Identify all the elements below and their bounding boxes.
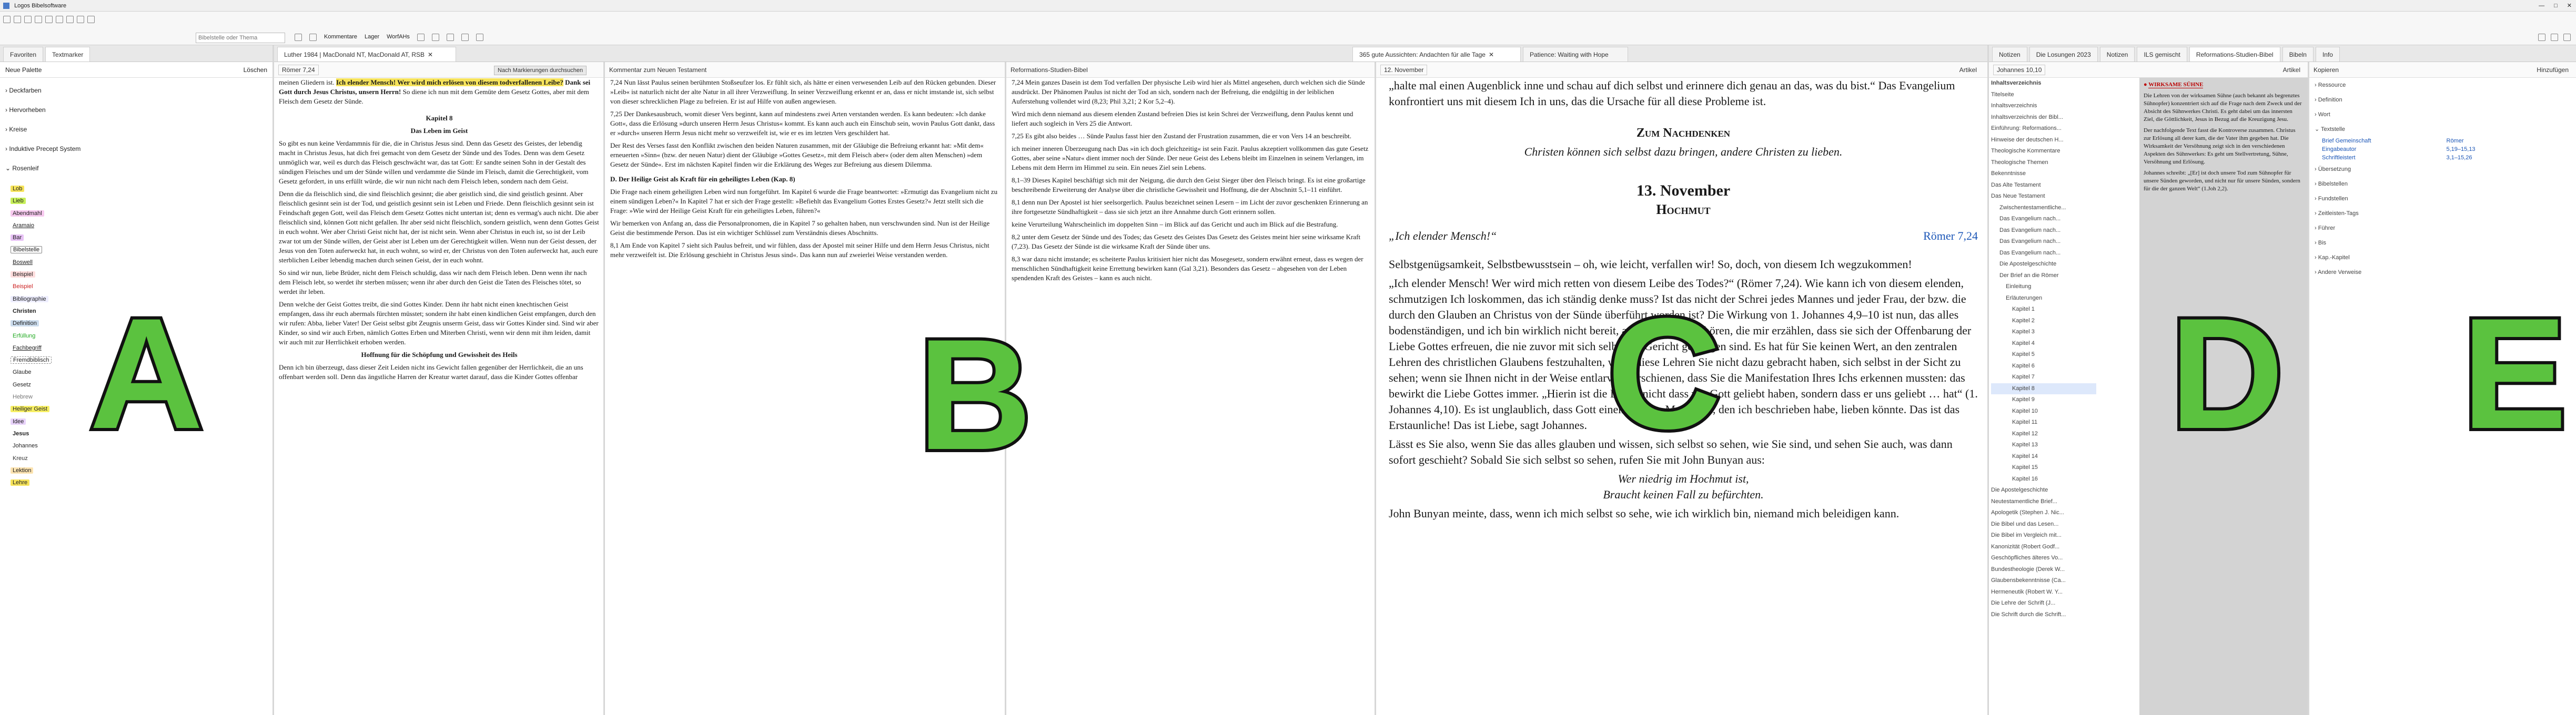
toc-item[interactable]: Kapitel 14: [2012, 453, 2038, 459]
notification-icon[interactable]: [2538, 34, 2545, 41]
toc-item[interactable]: Kapitel 11: [2012, 419, 2038, 425]
swatch-item[interactable]: Boswell: [13, 259, 33, 265]
article-dropdown-right[interactable]: Artikel: [2282, 66, 2300, 74]
toc-item[interactable]: Der Brief an die Römer: [1999, 272, 2059, 279]
reference-box[interactable]: Römer 7,24: [278, 65, 319, 75]
section-kreise[interactable]: › Kreise: [5, 126, 27, 133]
label-d: D: [2170, 285, 2284, 462]
section-hervorheben[interactable]: › Hervorheben: [5, 106, 46, 114]
toc-item[interactable]: Bekenntnisse: [1991, 170, 2026, 177]
toc-item[interactable]: Die Apostelgeschichte: [1999, 261, 2057, 267]
toc-item[interactable]: Kapitel 10: [2012, 407, 2038, 414]
middle-tab-row: [274, 45, 1987, 62]
account-icon[interactable]: [2551, 34, 2558, 41]
swatch-item[interactable]: Glaube: [13, 369, 32, 376]
section-deckfarben[interactable]: › Deckfarben: [5, 87, 42, 94]
tab-ils[interactable]: ILS gemischt: [2137, 47, 2187, 62]
toc-item[interactable]: Kapitel 1: [2012, 306, 2035, 312]
toc-item[interactable]: Kapitel 3: [2012, 329, 2035, 335]
main-toolbar: [0, 12, 2576, 45]
share-icon[interactable]: [447, 34, 454, 41]
swatch-item[interactable]: Hebrew: [13, 394, 33, 401]
splitter[interactable]: [1987, 45, 1989, 715]
toc-item[interactable]: Die Apostelgeschichte: [1991, 487, 2048, 493]
toc-item[interactable]: Erläuterungen: [2006, 294, 2043, 301]
search-input[interactable]: [196, 33, 285, 43]
tag-icon[interactable]: [417, 34, 425, 41]
guides-icon[interactable]: [24, 16, 32, 23]
swatch-item[interactable]: Kreuz: [13, 455, 28, 462]
info-section[interactable]: › Kap.-Kapitel: [2315, 254, 2350, 261]
more-icon[interactable]: [476, 34, 483, 41]
toc-item[interactable]: Das Neue Testament: [1991, 193, 2045, 199]
toc-item[interactable]: Kapitel 2: [2012, 317, 2035, 324]
swatch-item[interactable]: Idee: [11, 416, 79, 428]
swatch-list: [11, 183, 79, 489]
filter-icon[interactable]: [461, 34, 469, 41]
toc-item[interactable]: Kapitel 5: [2012, 351, 2035, 358]
toc-item[interactable]: Kapitel 8: [1991, 383, 2096, 395]
tab-luther[interactable]: Luther 1984 | MacDonald NT, MacDonald AT, RSB ✕: [277, 47, 456, 62]
swatch-item[interactable]: Bar: [11, 232, 79, 244]
swatch-item[interactable]: Lieb: [11, 195, 79, 207]
toc-item[interactable]: Das Evangelium nach...: [1999, 249, 2061, 256]
toc-item[interactable]: Die Bibel und das Lesen...: [1991, 520, 2059, 527]
right-tab-row: [1989, 45, 2576, 62]
search-icon[interactable]: [295, 34, 302, 41]
toc-item[interactable]: Apologetik (Stephen J. Nic...: [1991, 509, 2064, 516]
article-heading: ● WIRKSAME SÜHNE: [2144, 81, 2204, 88]
help-icon[interactable]: [56, 16, 63, 23]
info-section[interactable]: › Bis: [2315, 240, 2327, 246]
toc-item[interactable]: Das Evangelium nach...: [1999, 227, 2061, 233]
swatch-item[interactable]: Johannes: [13, 443, 38, 450]
toc-item[interactable]: Glaubensbekenntnisse (Ca...: [1991, 577, 2066, 584]
studybible-panel-bar: [1006, 62, 1375, 78]
menu-lager[interactable]: Lager: [364, 34, 380, 40]
commentary-panel-bar: [605, 62, 1005, 78]
info-panel-bar: [2309, 62, 2576, 78]
commentary-title[interactable]: Kommentar zum Neuen Testament: [609, 66, 707, 74]
close-icon[interactable]: ✕: [1488, 50, 1494, 58]
menu-kommentare[interactable]: Kommentare: [324, 34, 357, 40]
maximize-button[interactable]: □: [2554, 3, 2558, 9]
info-section[interactable]: › Wort: [2315, 111, 2330, 118]
info-values: Brief Gemeinschaft Römer Eingabeautor 5,19–15,13 Schriftleistert 3,1–15,26: [2322, 138, 2476, 161]
swatch-item[interactable]: Fremdbiblisch: [11, 354, 79, 366]
swatch-item[interactable]: Erfüllung: [13, 332, 36, 339]
swatch-item[interactable]: Beispiel: [13, 283, 33, 290]
label-a: A: [89, 285, 204, 462]
tab-notizen[interactable]: Notizen: [1992, 47, 2027, 62]
toc-item[interactable]: Theologische Kommentare: [1991, 148, 2060, 154]
delete-button[interactable]: Löschen: [243, 66, 267, 74]
info-section[interactable]: › Andere Verweise: [2315, 269, 2362, 275]
layout-icon[interactable]: [66, 16, 74, 23]
info-section[interactable]: › Führer: [2315, 225, 2336, 231]
info-section[interactable]: › Fundstellen: [2315, 196, 2348, 202]
info-section[interactable]: › Ressource: [2315, 82, 2346, 88]
home-icon[interactable]: [3, 16, 11, 23]
toc-item[interactable]: Kapitel 9: [2012, 396, 2035, 403]
left-tab-row: [0, 45, 272, 62]
toc-item[interactable]: Kapitel 12: [2012, 430, 2038, 437]
swatch-item[interactable]: Lektion: [11, 465, 79, 477]
documents-icon[interactable]: [35, 16, 42, 23]
splitter[interactable]: [1375, 62, 1376, 715]
luther-panel-bar: [274, 62, 603, 78]
toc-list: [1991, 89, 2096, 621]
tab-textmarker[interactable]: Textmarker: [45, 47, 90, 62]
toc-pane: Inhaltsverzeichnis Titelseite Inhaltsverzeichnis Inhaltsverzeichnis der Bibl... Einführung: Reformations... Hinweise der deutschen H... Theologische Kommentare Theologische Themen Bekenntnisse Das Alte Testament Das Neue Testament Zwischentestamentliche... Das Evangelium nach... Das Evangelium nach... Das Evangelium nach... Das Evangelium nach... Die Apostelgeschichte Der Brief an die Römer Einleitung Erläuterungen Kapitel 1 Kapitel 2 Kapitel 3 Kapitel 4 Kapitel 5 Kapitel 6 Kapitel 7 Kapitel 8 Kapitel 9 Kapitel 10 Kapitel 11 Kapitel 12 Kapitel 13 Kapitel 14 Kapitel 15 Kapitel 16 Die Apostelgeschichte Neutestamentliche Brief... Apologetik (Stephen J. Nic... Die Bibel und das Lesen... Die Bibel im Vergleich mit... Kanonizität (Robert Godf... Geschöpfliches älteres Vo... Bundestheologie (Derek W... Glaubensbekenntnisse (Ca... Hermeneutik (Robert W. Y... Die Lehre der Schrift (J... Die Schrift durch die Schrift...: [1991, 78, 2096, 715]
label-c: C: [1607, 285, 1721, 462]
close-icon[interactable]: ✕: [428, 50, 433, 58]
article-dropdown[interactable]: Artikel: [1959, 66, 1977, 74]
toc-item[interactable]: Kapitel 4: [2012, 340, 2035, 346]
toc-item[interactable]: Geschöpfliches älteres Vo...: [1991, 555, 2063, 561]
toc-item[interactable]: Hermeneutik (Robert W. Y...: [1991, 588, 2063, 595]
print-icon[interactable]: [87, 16, 95, 23]
toc-item[interactable]: Kapitel 6: [2012, 362, 2035, 369]
settings-icon[interactable]: [2563, 34, 2571, 41]
tab-bibeln[interactable]: Bibeln: [2282, 47, 2314, 62]
minimize-button[interactable]: —: [2539, 3, 2545, 9]
swatch-item[interactable]: Heiliger Geist: [11, 403, 79, 415]
info-section[interactable]: › Bibelstellen: [2315, 181, 2348, 187]
toc-item[interactable]: Kapitel 13: [2012, 442, 2038, 448]
swatch-item[interactable]: Fachbegriff: [13, 344, 42, 351]
tools-icon[interactable]: [45, 16, 53, 23]
toc-item[interactable]: Die Lehre der Schrift (J...: [1991, 600, 2056, 606]
sync-icon[interactable]: [432, 34, 439, 41]
studybible-title[interactable]: Reformations-Studien-Bibel: [1011, 66, 1088, 74]
toc-item[interactable]: Hinweise der deutschen H...: [1991, 136, 2064, 143]
back-icon[interactable]: [309, 34, 317, 41]
luther-text-pane: meinen Gliedern ist. Ich elender Mensch! Wer wird mich erlösen von diesem todverfallenen Leibe? Dank sei Gott durch Jesus Christus, unsern Herrn! So diene ich nun mit dem Gemüte dem Gesetz Gottes, aber mit dem Fleisch dem Gesetz der Sünde. Kapitel 8 Das Leben im Geist So gibt es nun keine Verdammnis für die, die in Christus Jesus sind. Denn das Gesetz des Geistes, der lebendig macht in Christus Jesus, hat dich frei gemacht von dem Gesetz der Sünde und des Todes. Denn was dem Gesetz unmöglich war, weil es durch das Fleisch geschwächt war, das tat Gott: Er sandte seinen Sohn in der Gestalt des sündigen Fleisches und um der Sünde willen und verdammte die Sünde im Fleisch, damit die Gerechtigkeit, vom Gesetz gefordert, in uns erfüllt würde, die wir nun nicht nach dem Fleisch leben, sondern nach dem Geist. Denn die da fleischlich sind, die sind fleischlich gesinnt; die aber geistlich sind, die sind geistlich gesinnt. Aber fleischlich gesinnt sein ist der Tod, und geistlich gesinnt sein ist Leben und Friede. Denn fleischlich gesinnt sein ist Feindschaft gegen Gott, weil das Fleisch dem Gesetz Gottes nicht untertan ist; denn es vermag's auch nicht. Die aber fleischlich sind, können Gott nicht gefallen. Ihr aber seid nicht fleischlich, sondern geistlich, wenn denn Gottes Geist in euch wohnt. Wer aber Christi Geist nicht hat, der ist nicht sein. Wenn aber Christus in euch ist, so ist der Leib zwar tot um der Sünde willen, der Geist aber ist Leben um der Gerechtigkeit willen. Wenn nun der Geist dessen, der Jesus von den Toten auferweckt hat, in euch wohnt, so wird er, der Christus von den Toten auferweckt hat, auch eure sterblichen Leiber lebendig machen durch seinen Geist, der in euch wohnt. So sind wir nun, liebe Brüder, nicht dem Fleisch schuldig, dass wir nach dem Fleisch leben. Denn wenn ihr nach dem Fleisch lebt, so werdet ihr sterben müssen; wenn ihr aber durch den Geist die Taten des Fleisches tötet, so werdet ihr leben. Denn welche der Geist Gottes treibt, die sind Gottes Kinder. Denn ihr habt nicht einen knechtischen Geist empfangen, dass ihr euch abermals fürchten müsstet; sondern ihr habt einen kindlichen Geist empfangen, durch den wir rufen: Abba, lieber Vater! Der Geist selbst gibt Zeugnis unserm Geist, dass wir Gottes Kinder sind. Sind wir aber Kinder, so sind wir auch Erben, nämlich Gottes Erben und Miterben Christi, wenn wir denn mit ihm leiden, damit wir auch mit zur Herrlichkeit erhoben werden. Hoffnung für die Schöpfung und Gewissheit des Heils Denn ich bin überzeugt, dass dieser Zeit Leiden nicht ins Gewicht fallen gegenüber der Herrlichkeit, die an uns offenbart werden soll. Denn das ängstliche Harren der Kreatur wartet darauf, dass die Kinder Gottes offenbar: [279, 78, 599, 381]
toc-item[interactable]: Inhaltsverzeichnis: [1991, 103, 2037, 109]
toc-item[interactable]: Einführung: Reformations...: [1991, 125, 2062, 131]
toc-item[interactable]: Kapitel 7: [2012, 374, 2035, 380]
swatch-item[interactable]: Lehre: [11, 477, 79, 489]
library-icon[interactable]: [14, 16, 21, 23]
palette-header: Neue Palette: [5, 66, 42, 74]
sync-icon[interactable]: [77, 16, 84, 23]
devotion-panel-bar: [1376, 62, 1987, 78]
swatch-item[interactable]: Christen: [13, 308, 36, 314]
scripture-link[interactable]: Römer 7,24: [1923, 229, 1978, 242]
toc-item[interactable]: Kapitel 15: [2012, 464, 2038, 471]
article-pane: ● WIRKSAME SÜHNE Die Lehren von der wirksamen Sühne (auch bekannt als begrenztes Sühnopfer) konzentriert sich auf die Frage nach dem Zweck und der Absicht des Sühnwerkes Christi. Es geht dabei um das innersten Ziel, die Göttlichkeit, Jesus in Bezug auf die Kreuzigung Jesu. Der nachfolgende Text fasst die Kontroverse zusammen. Christus zur Erlösung all derer kam, die der Vater ihm gegeben hat. Die Wirksamkeit der Versöhnung zeigt sich in den verschiedenen Aspekten des Sühnwerkes: Es geht um Stellvertretung, Sühne, Versöhnung und Erlösung. Johannes schreibt: „[Er] ist doch unsere Tod zum Sühnopfer für unsere Sünden geworden, und nicht nur für unsere Sünden, sondern für die der ganzen Welt“ (1.Joh 2,2).: [2139, 78, 2308, 715]
swatch-item[interactable]: Gesetz: [13, 381, 31, 388]
swatch-item[interactable]: Beispiel: [11, 269, 79, 281]
menu-workflows[interactable]: WorfAHs: [387, 34, 410, 40]
studybible-text-pane: 7,24 Mein ganzes Dasein ist dem Tod verfallen Der physische Leib wird hier als Mittel angesehen, durch welchen sich die Sünde ausdrückt. Der Phänomen Paulus ist nicht der Tod an sich, sondern nach der Befreiung, die endgültig in der leiblichen Auferstehung vollendet wird (8,23; Phil 3,21; 2 Kor 5,2–4). Wird mich denn niemand aus diesem elenden Zustand befreien Dies ist kein Schrei der Verzweiflung, denn Paulus kennt und liefert auch sogleich in Vers 25 die Antwort. 7,25 Es gibt also beides … Sünde Paulus fasst hier den Zustand der Frustration zusammen, die er von Vers 14 an beschreibt. ich meiner inneren Überzeugung nach Das »in ich doch gleichzeitig« ist sein Fazit. Paulus akzeptiert vollkommen das gute Gesetz Gottes, aber seine »Natur« dient immer noch der Sünde. Der neue Geist des Lebens bleibt im Einzelnen in seinem Verlangen, im Lebens mit dem Herrn im Himmel zu sein. Ein neues Ziel sein Lebens. 8,1–39 Dieses Kapitel beschäftigt sich mit der Neigung, die durch den Geist Sieger über den Fleisch bringt. Es ist eine großartige beschreibende Erweiterung der Analyse über die christliche Gewissheit und Hoffnung, die der Abschnitt 5,1–11 einführt. 8,1 denn nun Der Apostel ist hier seelsorgerlich. Paulus bezeichnet seinen Lesern – im Licht der zuvor geschenkten Erinnerung an ihre fortgesetzte Sündhaftigkeit – dass sie sich jetzt an ihre Annahme durch Gott erinnern sollen. keine Verurteilung Wahrscheinlich im doppelten Sinn – im Blick auf das Gericht und auch im Blick auf die Bestrafung. 8,2 unter dem Gesetz der Sünde und des Todes; das Gesetz des Geistes Das Gesetz des Geistes meint hier seine wirksame Kraft (7,23). Das Gesetz der Sünde ist die wirksame Kraft der Sünde über uns. 8,3 war dazu nicht imstande; es scheiterte Paulus kritisiert hier nicht das Mosegesetz, sondern erwähnt erneut, dass es wegen der menschlichen Sündhaftigkeit keine Errettung bewirken kann (Gal 3,21). Besonders das Gesetz – abgesehen von der Leben spendenden Kraft des Geistes – kann es auch nicht.: [1012, 78, 1369, 282]
close-button[interactable]: ✕: [2567, 3, 2572, 9]
toc-item[interactable]: Das Evangelium nach...: [1999, 216, 2061, 222]
toc-item[interactable]: Theologische Themen: [1991, 159, 2048, 166]
copy-button[interactable]: Kopieren: [2314, 66, 2339, 74]
tab-favoriten[interactable]: Favoriten: [3, 47, 43, 62]
tab-notizen-2[interactable]: Notizen: [2100, 47, 2135, 62]
swatch-item[interactable]: Abendmahl: [11, 208, 79, 220]
toc-item[interactable]: Das Alte Testament: [1991, 181, 2041, 188]
label-b: B: [918, 306, 1032, 483]
swatch-item[interactable]: Aramaio: [13, 222, 34, 229]
commentary-text-pane: 7,24 Nun lässt Paulus seinen berühmten Stoßseufzer los. Er fühlt sich, als hätte er einen verwesenden Leib auf den Rücken gebunden. Dieser »Leib« ist naturlich nicht der alte Natur in all ihrer Verzweiflung. In seiner Verzweiflung erkennt er an, dass er nicht imstande ist, sich selbst von dieser schrecklichen Plage zu befreien. Er ist auf Hilfe von außen angewiesen. 7,25 Der Dankesausbruch, womit dieser Vers beginnt, kann auf mindestens zwei Arten verstanden werden. Es kann bedeuten: »Ich danke Gott«, dass die Erlösung »durch unseren Herrn Jesus Christus« kommt. Es kann auch auch ein Einschub sein, wovin Paulus Gott dankt, dass er »durch« unseren Herrn Jesus nicht mehr so verzweifelt ist, wie er es im letzten Vers geschildert hat. Der Rest des Verses fasst den Konflikt zwischen den beiden Naturen zusammen, mit der Gläubige die Befreiung erkannt hat: »Mit dem« erneuerten »Sinn« (bzw. der neuen Natur) dient der Gläubige »Gottes Gesetz«, mit dem Fleisch aber« (oder dem alten Menschen) »dem Gesetz der Sünde«. Erst im nächsten Kapitel finden wir die Erklärung des Weges zur Befreiung aus diesem Dilemma. D. Der Heilige Geist als Kraft für ein geheiligtes Leben (Kap. 8) Die Frage nach einem geheiligten Leben wird nun fortgeführt. Im Kapitel 6 wurde die Frage beantwortet: »Ermutigt das Evangelium nicht zu einem sündigen Leben?« In Kapitel 7 hat er sich der Frage gestellt: »Befiehlt das Evangelium Gottes Erstes Gesetz?« Jetzt stellt sich die Frage: »Wie wird der Heilige Geist Kraft für ein geheiligtes Leben, führen?« Wir bemerken von Anfang an, dass die Personalpronomen, die in Kapitel 7 so gehalten haben, nun verschwunden sind. Nun ist der Heilige Geist die bestimmende Person. Das ist ein wichtiger Schlüssel zum Verständnis dieses Abschnitts. 8,1 Am Ende von Kapitel 7 sieht sich Paulus befreit, und wir fühlen, dass der Apostel mit seiner Hilfe und dem Herrn Jesus Christus, nicht mehr verzweifelt ist. Die Erlösung geschieht in Christus Jesus sind«. Das kann nun auf zweierlei Weise verstanden werden.: [610, 78, 998, 259]
section-rosenleif[interactable]: ⌄ Rosenleif: [5, 165, 39, 172]
reference-box-right[interactable]: Johannes 10,10: [1993, 65, 2045, 75]
label-e: E: [2462, 285, 2568, 462]
swatch-item[interactable]: Definition: [11, 318, 79, 330]
date-box[interactable]: 12. November: [1380, 65, 1427, 75]
app-title: Logos Bibelsoftware: [14, 3, 67, 9]
info-section[interactable]: ⌄ Textstelle: [2315, 126, 2345, 132]
toc-item[interactable]: Das Evangelium nach...: [1999, 238, 2061, 244]
title-bar: [0, 0, 2576, 12]
swatch-item[interactable]: Jesus: [13, 430, 29, 437]
tab-patience[interactable]: Patience: Waiting with Hope: [1523, 47, 1628, 62]
info-section[interactable]: › Zeitleisten-Tags: [2315, 210, 2359, 217]
search-markings-button[interactable]: Nach Markierungen durchsuchen: [494, 66, 587, 75]
add-button[interactable]: Hinzufügen: [2537, 66, 2569, 74]
toc-item[interactable]: Kapitel 16: [2012, 475, 2038, 482]
toc-item[interactable]: Inhaltsverzeichnis der Bibl...: [1991, 114, 2063, 120]
toc-item[interactable]: Bundestheologie (Derek W...: [1991, 566, 2065, 573]
section-precept[interactable]: › Induktive Precept System: [5, 145, 81, 152]
toc-item[interactable]: Neutestamentliche Brief...: [1991, 498, 2057, 505]
tab-reformation-bible[interactable]: Reformations-Studien-Bibel: [2189, 47, 2280, 62]
devotion-text-pane: „halte mal einen Augenblick inne und schau auf dich selbst und erinnere dich genau an das, was du bist.“ Das Evangelium konfrontiert uns mit diesem Ich in uns, das die Ursache für all diese Probleme ist. Zum Nachdenken Christen können sich selbst dazu bringen, andere Christen zu lieben. 13. November Hochmut „Ich elender Mensch!“ Römer 7,24 Selbstgenügsamkeit, Selbstbewusstsein – oh, wie leicht, verfallen wir! So, doch, von diesem Ich wegzukommen! „Ich elender Mensch! Wer wird mich retten von diesem Leibe des Todes?“ (Römer 7,24). Wie kann ich von diesem elenden, schmutzigen Ich loskommen, das ich ständig denke muss? Ist das nicht der Schrei jedes Mannes und jeder Frau, der bzw. die durch den Glauben an Christus von der Sünde überführt worden ist? Die Wirkung von 1. Johannes 4,9–10 ist nun, das alles bodenständigen, und ich bin wirklich nicht bereit, auf Menschen zu hören, die mir erzählen, dass sie sich der Offenbarung der Liebe Gottes erfreuen, die nie zuvor mit sich selbst ins Gericht gegangen sind. Es hat für Sie keinen Wert, an den zentralen Lehren des christlichen Glaubens festzuhalten, wenn diese Lehren Sie nicht dazu gebracht haben, sich selbst in der Sicht zu sehen; wenn sie Ihnen nicht in der Weise entlarvend erschienen, dass Sie die Manifestation Ihres Ichs erkennen mussten: das bewirkt die Liebe Gottes immer. „Hierin ist die Liebe: nicht dass wir Gott geliebt haben, sondern dass er uns geliebt … hat“ (1. Johannes 4,10). Es ist unglaublich, dass Gott einen solchen Menschen, den ich beschrieben habe, lieben könnte. Das ist das Erstaunliche! Das ist Liebe, sagt Johannes. Lässt es Sie also, wenn Sie das alles glauben und wissen, sich selbst so sehen, wie Sie sind, und sehen Sie auch, was dann sofort geschieht? Sobald Sie sich selbst so sehen, rufen Sie mit John Bunyan aus: Wer niedrig im Hochmut ist, Braucht keinen Fall zu befürchten. John Bunyan meinte, dass, wenn ich mich selbst so sehe, wie ich wirklich bin, niemand mich beleidigen kann.: [1389, 79, 1978, 520]
splitter[interactable]: [2308, 62, 2309, 715]
toc-item[interactable]: Kanonizität (Robert Godf...: [1991, 543, 2060, 550]
toc-item[interactable]: Die Schrift durch die Schrift...: [1991, 611, 2066, 618]
toc-item[interactable]: Einleitung: [2006, 283, 2032, 290]
toc-item[interactable]: Zwischentestamentliche...: [1999, 204, 2066, 211]
splitter[interactable]: [272, 45, 274, 715]
tab-losungen[interactable]: Die Losungen 2023: [2029, 47, 2098, 62]
toc-item[interactable]: Titelseite: [1991, 91, 2014, 98]
info-section[interactable]: › Definition: [2315, 97, 2342, 103]
right-panel-bar: [1989, 62, 2308, 78]
info-section[interactable]: › Übersetzung: [2315, 166, 2351, 172]
toc-item[interactable]: Die Bibel im Vergleich mit...: [1991, 532, 2062, 538]
app-icon: [3, 3, 9, 9]
swatch-item[interactable]: Bibelstelle: [11, 244, 79, 256]
tab-info[interactable]: Info: [2316, 47, 2340, 62]
splitter[interactable]: [603, 62, 605, 715]
swatch-item[interactable]: Lob: [11, 183, 79, 195]
tab-devotion[interactable]: 365 gute Aussichten: Andachten für alle Tage ✕: [1352, 47, 1521, 62]
swatch-item[interactable]: Bibliographie: [11, 293, 79, 305]
